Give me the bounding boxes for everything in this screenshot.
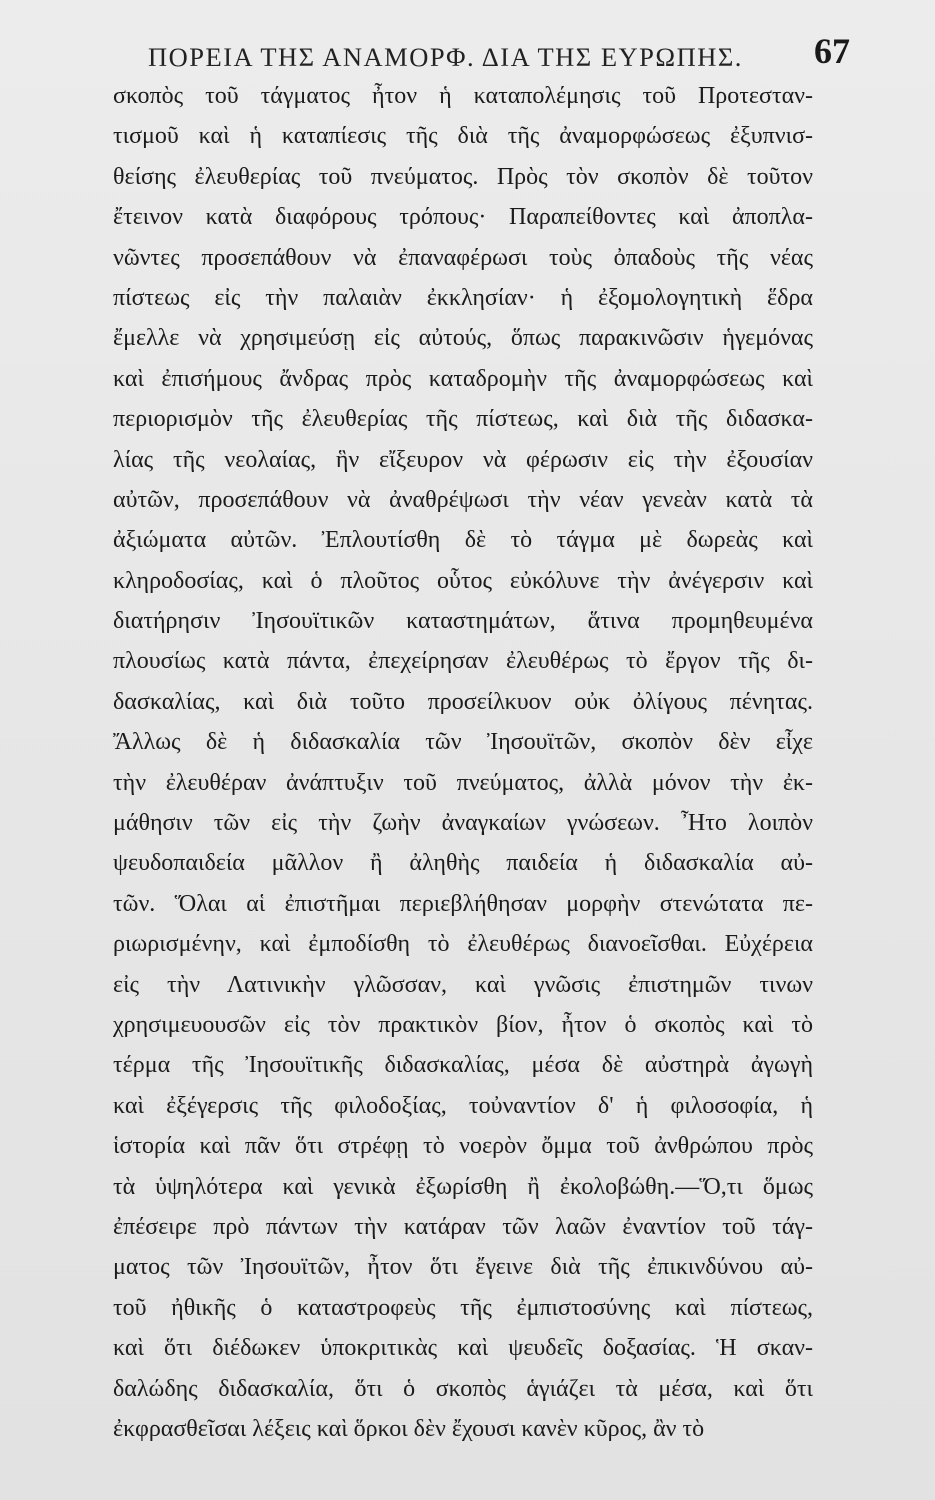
text-line: δαλώδης διδασκαλία, ὅτι ὁ σκοπὸς ἁγιάζει τὰ μέσα, καὶ ὅτι	[113, 1375, 813, 1402]
text-line: περιορισμὸν τῆς ἐλευθερίας τῆς πίστεως, καὶ διὰ τῆς διδασκα-	[113, 406, 813, 433]
text-line: εἰς τὴν Λατινικὴν γλῶσσαν, καὶ γνῶσις ἐπιστημῶν τινων	[113, 971, 813, 998]
text-line: πλουσίως κατὰ πάντα, ἐπεχείρησαν ἐλευθέρως τὸ ἔργον τῆς δι-	[113, 648, 813, 675]
text-line: ἔτεινον κατὰ διαφόρους τρόπους· Παραπείθοντες καὶ ἀποπλα-	[113, 204, 813, 231]
text-line: τὴν ἐλευθέραν ἀνάπτυξιν τοῦ πνεύματος, ἀλλὰ μόνον τὴν ἐκ-	[113, 769, 813, 796]
text-line: τοῦ ἠθικῆς ὁ καταστροφεὺς τῆς ἐμπιστοσύνης καὶ πίστεως,	[113, 1294, 813, 1321]
text-line: καὶ ὅτι διέδωκεν ὑποκριτικὰς καὶ ψευδεῖς δοξασίας. Ἡ σκαν-	[113, 1335, 813, 1362]
text-line: κληροδοσίας, καὶ ὁ πλοῦτος οὗτος εὐκόλυνε τὴν ἀνέγερσιν καὶ	[113, 567, 813, 594]
text-line: λίας τῆς νεολαίας, ἣν εἴξευρον νὰ φέρωσιν εἰς τὴν ἐξουσίαν	[113, 446, 813, 473]
text-line: τισμοῦ καὶ ἡ καταπίεσις τῆς διὰ τῆς ἀναμορφώσεως ἐξυπνισ-	[113, 123, 813, 150]
text-line: ματος τῶν Ἰησουϊτῶν, ἦτον ὅτι ἔγεινε διὰ τῆς ἐπικινδύνου αὐ-	[113, 1254, 813, 1281]
text-line: ἱστορία καὶ πᾶν ὅτι στρέφῃ τὸ νοερὸν ὄμμα τοῦ ἀνθρώπου πρὸς	[113, 1133, 813, 1160]
text-line: τὰ ὑψηλότερα καὶ γενικὰ ἐξωρίσθη ἢ ἐκολοβώθη.—Ὅ,τι ὅμως	[113, 1173, 813, 1200]
text-line: διατήρησιν Ἰησουϊτικῶν καταστημάτων, ἅτινα προμηθευμένα	[113, 608, 813, 635]
text-line: αὐτῶν, προσεπάθουν νὰ ἀναθρέψωσι τὴν νέαν γενεὰν κατὰ τὰ	[113, 486, 813, 513]
text-line: καὶ ἐξέγερσις τῆς φιλοδοξίας, τοὐναντίον δ' ἡ φιλοσοφία, ἡ	[113, 1092, 813, 1119]
text-line: μάθησιν τῶν εἰς τὴν ζωὴν ἀναγκαίων γνώσεων. Ἦτο λοιπὸν	[113, 810, 813, 837]
text-line: ἔμελλε νὰ χρησιμεύσῃ εἰς αὐτούς, ὅπως παρακινῶσιν ἡγεμόνας	[113, 325, 813, 352]
body-text	[113, 76, 813, 1449]
text-line: πίστεως εἰς τὴν παλαιὰν ἐκκλησίαν· ἡ ἐξομολογητικὴ ἕδρα	[113, 284, 813, 311]
running-title: ΠΟΡΕΙΑ ΤΗΣ ΑΝΑΜΟΡΦ. ΔΙΑ ΤΗΣ ΕΥΡΩΠΗΣ.	[148, 42, 743, 72]
page-header	[148, 28, 848, 78]
text-line: δασκαλίας, καὶ διὰ τοῦτο προσείλκυον οὐκ ὀλίγους πένητας.	[113, 688, 813, 715]
text-line: καὶ ἐπισήμους ἄνδρας πρὸς καταδρομὴν τῆς ἀναμορφώσεως καὶ	[113, 365, 813, 392]
page-number: 67	[814, 31, 850, 71]
text-line: ριωρισμένην, καὶ ἐμποδίσθη τὸ ἐλευθέρως διανοεῖσθαι. Εὐχέρεια	[113, 931, 813, 958]
text-line: ἐπέσειρε πρὸ πάντων τὴν κατάραν τῶν λαῶν ἐναντίον τοῦ τάγ-	[113, 1213, 813, 1240]
text-line: τῶν. Ὅλαι αἱ ἐπιστῆμαι περιεβλήθησαν μορφὴν στενώτατα πε-	[113, 890, 813, 917]
text-line: τέρμα τῆς Ἰησουϊτικῆς διδασκαλίας, μέσα δὲ αὐστηρὰ ἀγωγὴ	[113, 1052, 813, 1079]
text-line: Ἄλλως δὲ ἡ διδασκαλία τῶν Ἰησουϊτῶν, σκοπὸν δὲν εἶχε	[113, 729, 813, 756]
text-line: νῶντες προσεπάθουν νὰ ἐπαναφέρωσι τοὺς ὀπαδοὺς τῆς νέας	[113, 244, 813, 271]
text-line: ἐκφρασθεῖσαι λέξεις καὶ ὅρκοι δὲν ἔχουσι κανὲν κῦρος, ἂν τὸ	[113, 1415, 705, 1442]
text-line: σκοπὸς τοῦ τάγματος ἦτον ἡ καταπολέμησις τοῦ Προτεσταν-	[113, 83, 813, 109]
text-line: χρησιμευουσῶν εἰς τὸν πρακτικὸν βίον, ἦτον ὁ σκοπὸς καὶ τὸ	[113, 1011, 813, 1038]
text-line: ψευδοπαιδεία μᾶλλον ἢ ἀληθὴς παιδεία ἡ διδασκαλία αὐ-	[113, 850, 813, 877]
text-line: ἀξιώματα αὐτῶν. Ἐπλουτίσθη δὲ τὸ τάγμα μὲ δωρεὰς καὶ	[113, 527, 813, 554]
text-line: θείσης ἐλευθερίας τοῦ πνεύματος. Πρὸς τὸν σκοπὸν δὲ τοῦτον	[113, 163, 813, 190]
